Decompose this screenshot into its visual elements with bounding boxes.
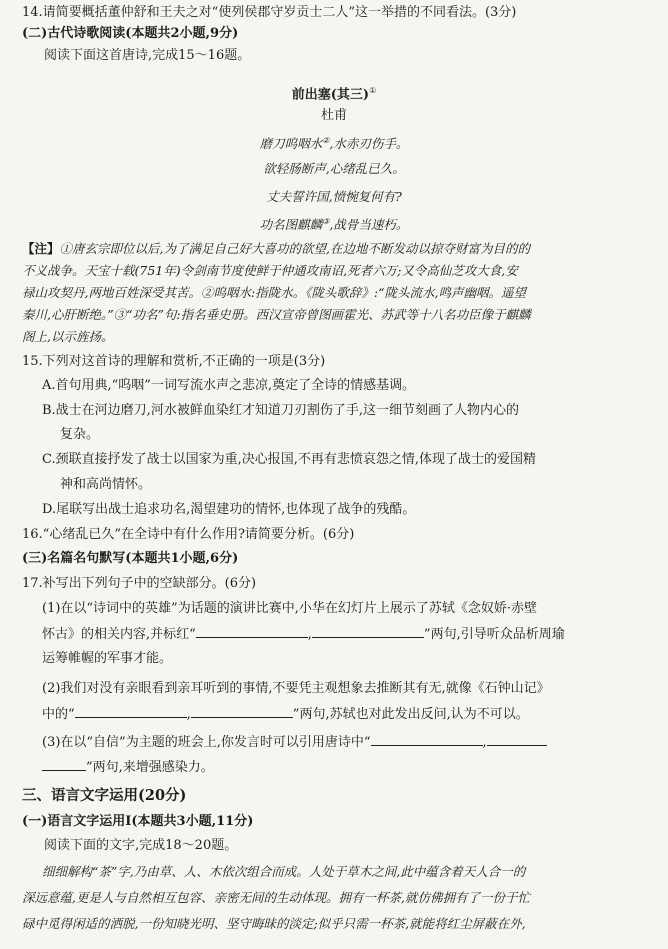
option-c: C.颈联直接抒发了战士以国家为重,决心报国,不再有悲愤哀怨之情,体现了战士的爱国精 [42,452,537,467]
dictation-2: (2)我们对没有亲眼看到亲耳听到的事情,不要凭主观想象去推断其有无,就像《石钟山记》 [42,681,550,696]
question-16: 16.“心绪乱已久”在全诗中有什么作用?请简要分析。(6分) [22,527,355,542]
option-c-cont: 神和高尚情怀。 [60,477,152,492]
footnote-marker: ① [369,86,377,95]
passage-line: 深远意蕴,更是人与自然相互包容、亲密无间的生动体现。拥有一杯茶,就仿佛拥有了一份于忙 [22,890,530,905]
poem-line: 丈夫誓许国,愤惋复何有? [266,189,402,204]
passage-line: 细细解构“茶”字,乃由草、人、木依次组合而成。人处于草木之间,此中蕴含着天人合一的 [42,864,526,879]
option-b-cont: 复杂。 [60,427,100,442]
poem-line: 欲轻肠断声,心绪乱已久。 [263,161,405,176]
poem-title: 前出塞(其三)① [291,86,377,103]
section-heading-dictation: (三)名篇名句默写(本题共1小题,6分) [22,551,239,566]
question-14: 14.请简要概括董仲舒和王夫之对“使列侯郡守岁贡士二人”这一举措的不同看法。(3分) [22,5,517,20]
dictation-1-blanks: 怀古》的相关内容,并标红“ , ”两句,引导听众品析周瑜 [42,627,565,642]
question-15: 15.下列对这首诗的理解和赏析,不正确的一项是(3分) [22,354,326,369]
poetry-instruction: 阅读下面这首唐诗,完成15～16题。 [44,48,251,63]
answer-blank[interactable] [42,758,86,771]
dictation-2-blanks: 中的“ , ”两句,苏轼也对此发出反问,认为不可以。 [42,707,529,722]
sub-heading-language: (一)语言文字运用Ⅰ(本题共3小题,11分) [22,814,254,829]
language-instruction: 阅读下面的文字,完成18～20题。 [44,838,238,853]
answer-blank[interactable] [371,733,483,746]
answer-blank[interactable] [191,705,293,718]
dictation-3: (3)在以“自信”为主题的班会上,你发言时可以引用唐诗中“ , [42,733,648,751]
answer-blank[interactable] [196,625,308,638]
dictation-3-cont: ”两句,来增强感染力。 [42,758,648,776]
poem-note-line: 秦川,心肝断绝。”③“功名”句:指名垂史册。西汉宣帝曾图画霍光、苏武等十八名功臣像于麒麟 [22,307,531,322]
poem-note-line: 禄山攻契丹,两地百姓深受其苦。②呜咽水:指陇水。《陇头歌辞》:“陇头流水,鸣声幽咽。遥望 [22,285,527,300]
poem-line: 磨刀呜咽水②,水赤刃伤手。 [259,136,409,152]
answer-blank[interactable] [75,705,187,718]
dictation-1: (1)在以“诗词中的英雄”为话题的演讲比赛中,小华在幻灯片上展示了苏轼《念奴娇·赤壁 [42,601,537,616]
part-heading-language: 三、语言文字运用(20分) [22,787,187,804]
dictation-1-cont: 运筹帷幄的军事才能。 [42,651,173,666]
note-label: 【注】 [22,241,60,256]
option-a: A.首句用典,“呜咽”一词写流水声之悲凉,奠定了全诗的情感基调。 [42,378,416,393]
answer-blank[interactable] [487,733,547,746]
poem-line: 功名图麒麟③,战骨当速朽。 [259,217,409,233]
question-17: 17.补写出下列句子中的空缺部分。(6分) [22,576,257,591]
poem-author: 杜甫 [320,108,347,123]
poem-note: 【注】①唐玄宗即位以后,为了满足自己好大喜功的欲望,在边地不断发动以掠夺财富为目的的 [22,241,530,256]
poem-note-line: 阁上,以示旌扬。 [22,329,114,344]
option-b: B.战士在河边磨刀,河水被鲜血染红才知道刀刃割伤了手,这一细节刻画了人物内心的 [42,403,519,418]
poem-note-line: 不义战争。天宝十载(751年)令剑南节度使鲜于仲通攻南诏,死者六万;又令高仙芝攻大食,安 [22,263,518,278]
passage-line: 碌中觅得闲适的洒脱,一份知晓光明、坚守晦昧的淡定;似乎只需一杯茶,就能将红尘屏蔽在外, [22,916,526,931]
option-d: D.尾联写出战士追求功名,渴望建功的情怀,也体现了战争的残酷。 [42,502,416,517]
section-heading-poetry: (二)古代诗歌阅读(本题共2小题,9分) [22,26,239,41]
answer-blank[interactable] [312,625,424,638]
